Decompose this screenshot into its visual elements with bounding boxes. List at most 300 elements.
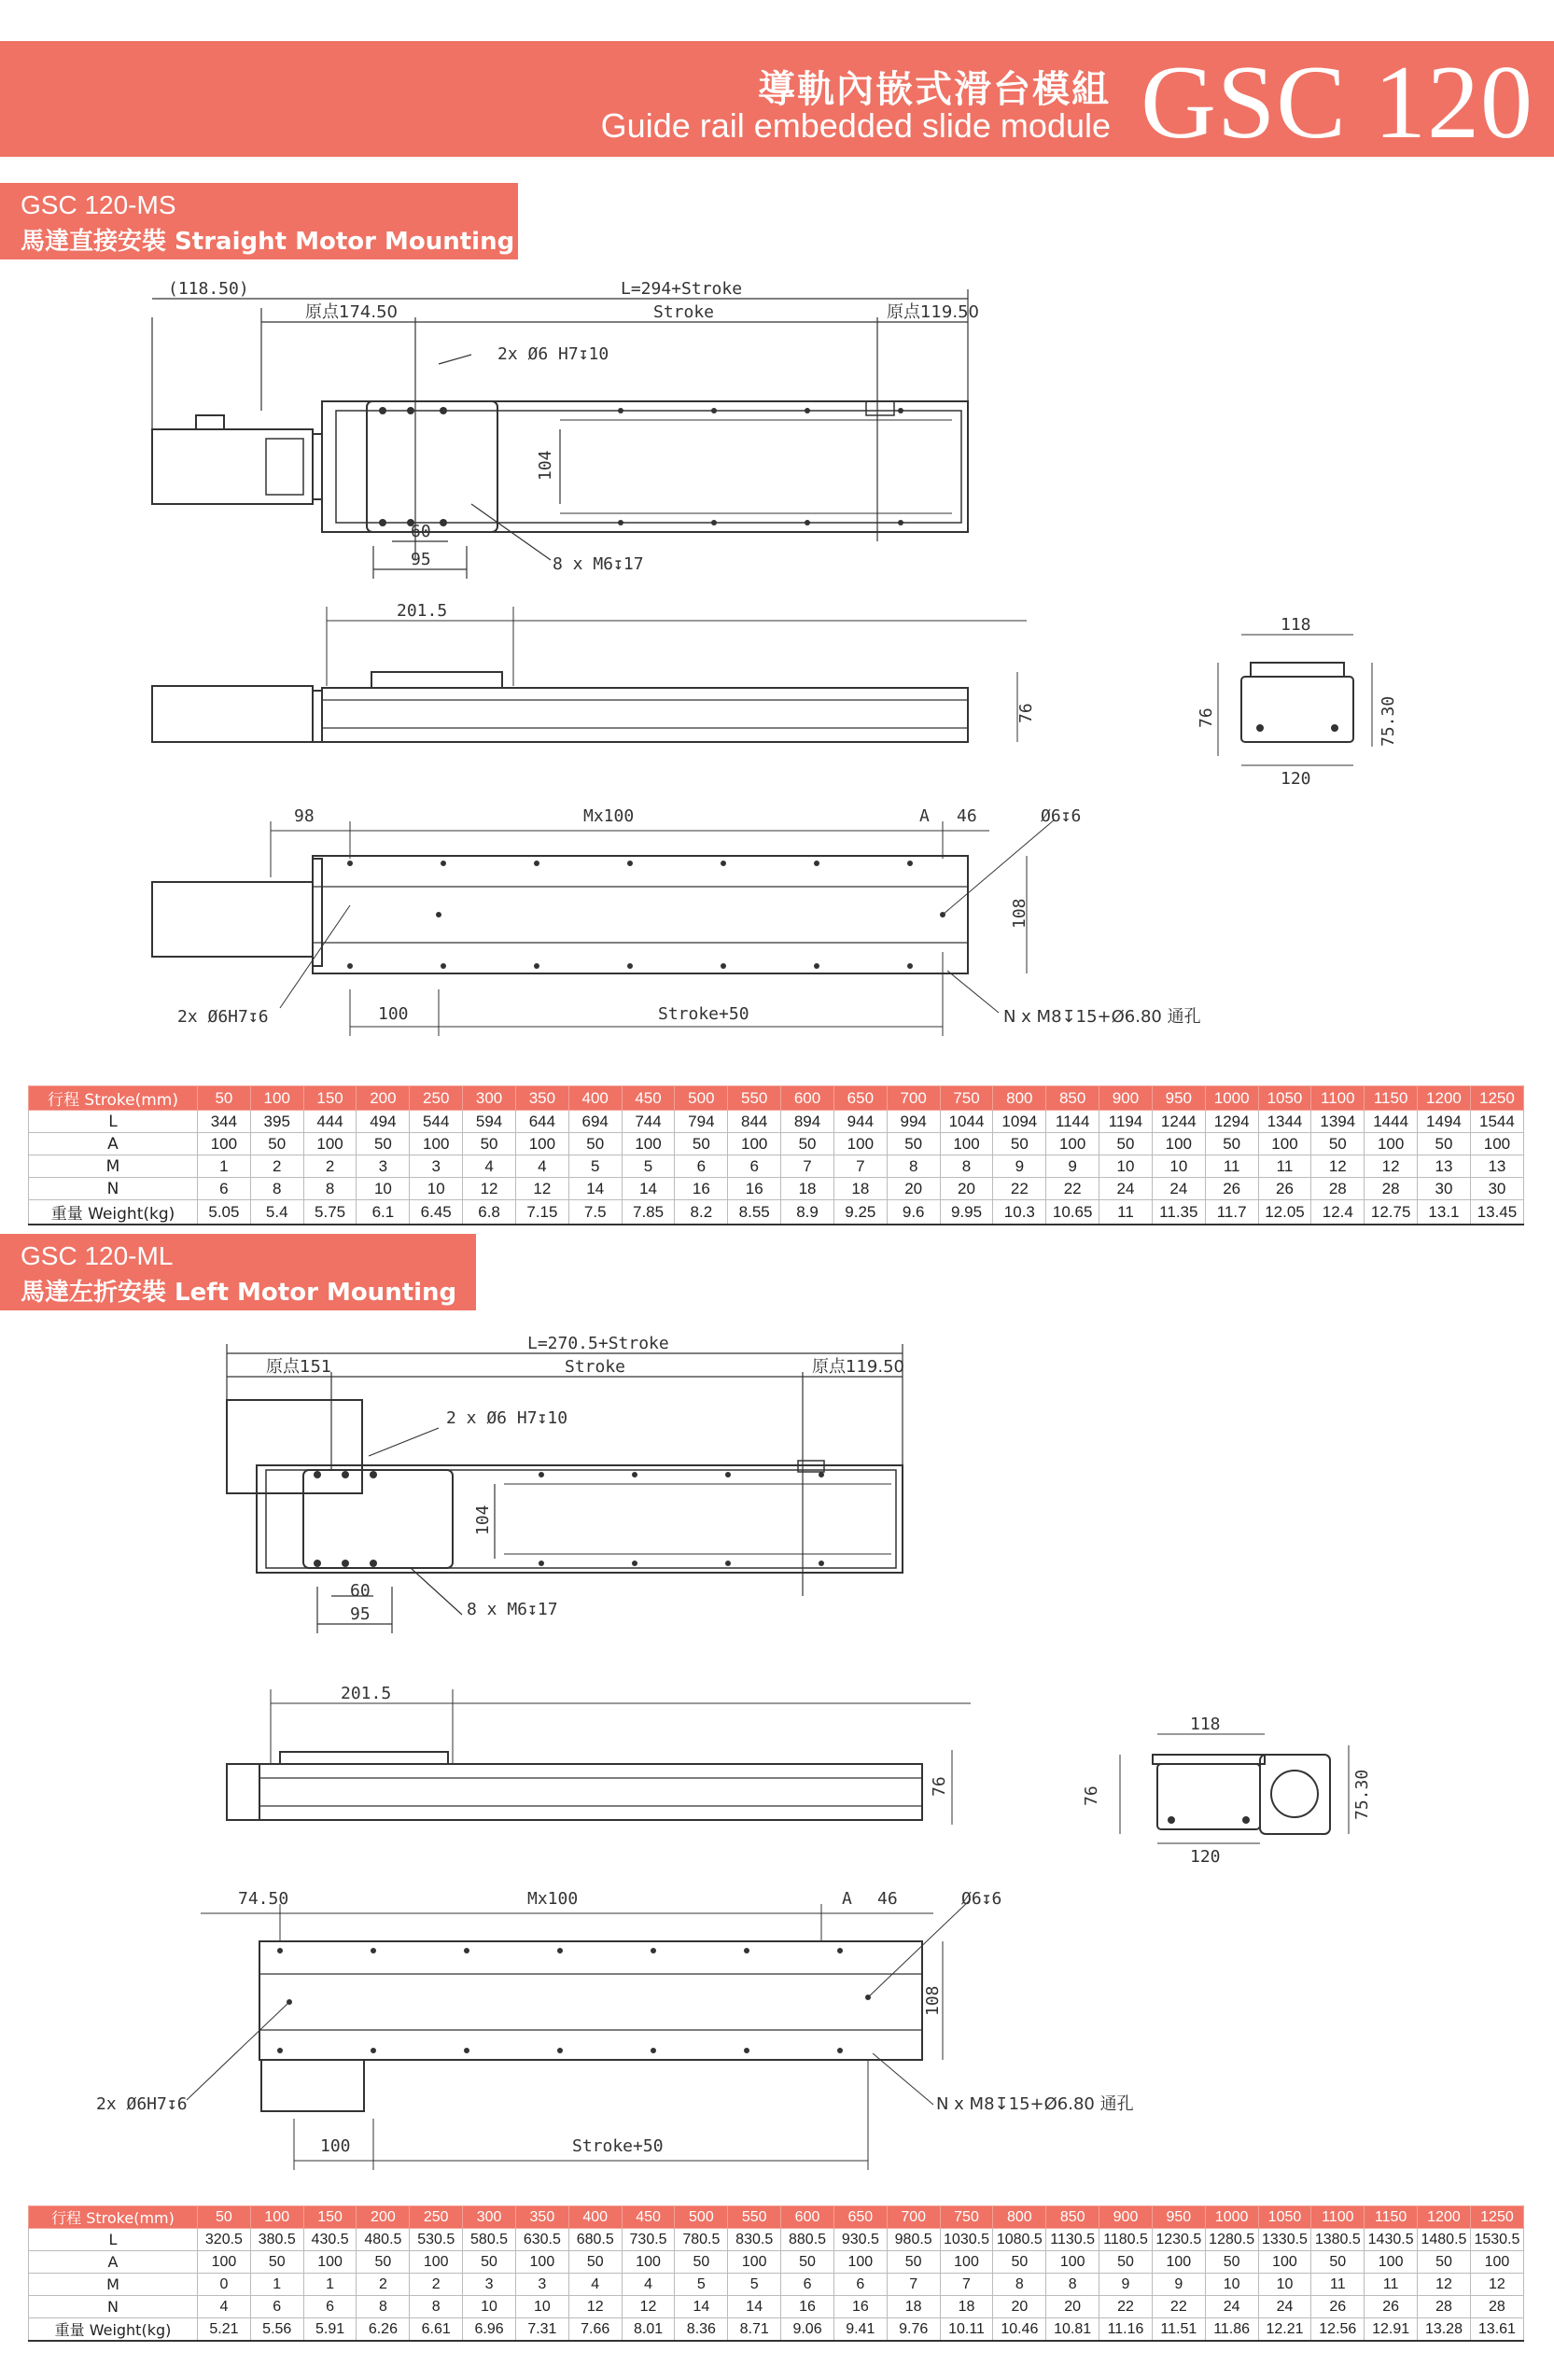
table-cell: 50	[1099, 2251, 1153, 2274]
table-cell: 100	[1258, 1133, 1311, 1155]
section-banner-ml	[0, 1234, 476, 1310]
table-cell: 9.6	[887, 1200, 940, 1225]
dim-mount-pitch: Mx100	[583, 806, 635, 826]
dim-hole-pitch-b: 95	[411, 550, 431, 569]
table-cell: 50	[1205, 2251, 1258, 2274]
table-cell: 100	[515, 1133, 568, 1155]
table-cell: 100	[940, 2251, 993, 2274]
dim-end-height-left: 76	[1082, 1785, 1101, 1806]
dim-bottom-pin: 2x Ø6H7↧6	[177, 1007, 269, 1027]
dim-stroke: Stroke	[565, 1357, 626, 1377]
table-row	[29, 2229, 1524, 2251]
table-cell: 30	[1470, 1178, 1523, 1200]
end-view	[1218, 635, 1372, 765]
dim-thru-holes: N x M8↧15+Ø6.80 通孔	[1003, 1007, 1201, 1027]
table-cell: 12	[1418, 2274, 1471, 2296]
table-cell: 14	[568, 1178, 622, 1200]
table-cell: 494	[357, 1111, 410, 1133]
table-header-cell: 1050	[1258, 1086, 1311, 1111]
table-cell: 4	[463, 1155, 516, 1178]
table-header-cell: 50	[198, 2206, 251, 2229]
table-cell: 7.15	[515, 1200, 568, 1225]
table-header-cell: 500	[675, 2206, 728, 2229]
table-cell: 1544	[1470, 1111, 1523, 1133]
table-cell: 100	[1152, 1133, 1205, 1155]
table-cell: 12	[622, 2296, 675, 2318]
side-view	[152, 607, 1027, 742]
table-cell: 50	[781, 2251, 834, 2274]
table-cell: 24	[1258, 2296, 1311, 2318]
table-cell: 7	[833, 1155, 887, 1178]
table-row	[29, 2251, 1524, 2274]
dim-bottom-hole: Ø6↧6	[961, 1889, 1002, 1909]
table-cell: 11.16	[1099, 2318, 1153, 2342]
table-cell: 12.05	[1258, 1200, 1311, 1225]
table-cell: 22	[1099, 2296, 1153, 2318]
table-header-cell: 200	[357, 2206, 410, 2229]
table-cell: 7	[940, 2274, 993, 2296]
table-cell: 380.5	[250, 2229, 303, 2251]
table-cell: 50	[993, 1133, 1046, 1155]
table-header-row	[29, 2206, 1524, 2229]
table-cell: 9	[1046, 1155, 1099, 1178]
table-header-cell: 450	[622, 2206, 675, 2229]
table-cell: 8.2	[675, 1200, 728, 1225]
table-cell: 13.28	[1418, 2318, 1471, 2342]
table-cell: 10	[515, 2296, 568, 2318]
table-cell: 10.65	[1046, 1200, 1099, 1225]
table-cell: 8.9	[781, 1200, 834, 1225]
table-row	[29, 1200, 1524, 1225]
table-cell: 24	[1205, 2296, 1258, 2318]
table-cell: 6	[833, 2274, 887, 2296]
table-cell: 994	[887, 1111, 940, 1133]
table-header-cell: 1200	[1418, 2206, 1471, 2229]
table-cell: 9.41	[833, 2318, 887, 2342]
table-cell: 4	[515, 1155, 568, 1178]
table-cell: 6.61	[410, 2318, 463, 2342]
table-cell: 13.45	[1470, 1200, 1523, 1225]
table-header-cell: 750	[940, 2206, 993, 2229]
table-cell: 9.95	[940, 1200, 993, 1225]
dim-origin-left: 原点174.50	[305, 302, 398, 322]
dim-origin-right: 原点119.50	[887, 302, 979, 322]
table-header-cell: 600	[781, 1086, 834, 1111]
dim-stroke: Stroke	[653, 302, 715, 322]
table-cell: 14	[622, 1178, 675, 1200]
table-cell: 100	[1152, 2251, 1205, 2274]
table-cell: 1530.5	[1470, 2229, 1523, 2251]
table-cell: 1394	[1311, 1111, 1365, 1133]
table-header-cell: 250	[410, 2206, 463, 2229]
table-header-cell: 300	[463, 2206, 516, 2229]
table-cell: 894	[781, 1111, 834, 1133]
table-cell: 20	[1046, 2296, 1099, 2318]
section-code: GSC 120-ML	[21, 1241, 174, 1270]
dim-side-height: 76	[1016, 703, 1036, 723]
table-cell: 8.55	[728, 1200, 781, 1225]
table-cell: 22	[993, 1178, 1046, 1200]
table-header-cell: 150	[303, 2206, 357, 2229]
table-cell: 1194	[1099, 1111, 1153, 1133]
table-cell: 7.85	[622, 1200, 675, 1225]
table-cell: 10	[463, 2296, 516, 2318]
dim-motor-offset: (118.50)	[168, 279, 249, 299]
table-cell: 6	[781, 2274, 834, 2296]
dim-side-length: 201.5	[397, 601, 448, 621]
table-cell: 16	[728, 1178, 781, 1200]
table-row-label: L	[29, 1111, 198, 1133]
table-cell: 944	[833, 1111, 887, 1133]
table-cell: 14	[728, 2296, 781, 2318]
table-header-cell: 1100	[1311, 2206, 1365, 2229]
table-cell: 680.5	[568, 2229, 622, 2251]
table-header-cell: 800	[993, 2206, 1046, 2229]
table-cell: 100	[1470, 2251, 1523, 2274]
table-row-label: M	[29, 2274, 198, 2296]
dim-a: A	[842, 1889, 852, 1909]
table-cell: 100	[1470, 1133, 1523, 1155]
table-cell: 100	[515, 2251, 568, 2274]
dim-side-length: 201.5	[341, 1684, 392, 1703]
table-header-cell: 650	[833, 1086, 887, 1111]
table-cell: 6.1	[357, 1200, 410, 1225]
table-cell: 11.7	[1205, 1200, 1258, 1225]
table-cell: 26	[1258, 1178, 1311, 1200]
table-cell: 50	[568, 1133, 622, 1155]
table-cell: 930.5	[833, 2229, 887, 2251]
table-cell: 11	[1099, 1200, 1153, 1225]
dim-bottom-offset: 98	[294, 806, 315, 826]
table-cell: 5	[568, 1155, 622, 1178]
table-cell: 11	[1258, 1155, 1311, 1178]
table-cell: 100	[1046, 1133, 1099, 1155]
table-cell: 100	[1365, 2251, 1418, 2274]
table-header-cell: 850	[1046, 1086, 1099, 1111]
table-cell: 10	[1205, 2274, 1258, 2296]
table-cell: 8	[357, 2296, 410, 2318]
table-cell: 26	[1365, 2296, 1418, 2318]
table-cell: 100	[833, 2251, 887, 2274]
spec-table-ml	[28, 2205, 1524, 2342]
dim-base-width: 108	[923, 1985, 943, 2016]
table-cell: 100	[728, 2251, 781, 2274]
table-cell: 50	[1311, 1133, 1365, 1155]
table-cell: 16	[675, 1178, 728, 1200]
table-cell: 50	[1418, 2251, 1471, 2274]
table-cell: 13	[1470, 1155, 1523, 1178]
table-cell: 5.75	[303, 1200, 357, 1225]
section-name: 馬達直接安裝 Straight Motor Mounting	[21, 228, 515, 256]
table-cell: 5.4	[250, 1200, 303, 1225]
table-header-cell: 650	[833, 2206, 887, 2229]
table-cell: 30	[1418, 1178, 1471, 1200]
side-view	[227, 1689, 971, 1825]
table-cell: 50	[357, 2251, 410, 2274]
table-cell: 395	[250, 1111, 303, 1133]
table-cell: 4	[198, 2296, 251, 2318]
table-header-row	[29, 1086, 1524, 1111]
table-cell: 4	[622, 2274, 675, 2296]
table-header-cell: 1250	[1470, 2206, 1523, 2229]
table-cell: 12	[1311, 1155, 1365, 1178]
table-cell: 18	[887, 2296, 940, 2318]
table-cell: 100	[198, 1133, 251, 1155]
section-banner-ms	[0, 183, 518, 259]
table-row	[29, 2296, 1524, 2318]
table-cell: 6.45	[410, 1200, 463, 1225]
table-row	[29, 1133, 1524, 1155]
table-header-cell: 1250	[1470, 1086, 1523, 1111]
table-cell: 12	[515, 1178, 568, 1200]
table-header-cell: 400	[568, 2206, 622, 2229]
dim-end-width-top: 118	[1281, 615, 1311, 635]
table-cell: 100	[410, 1133, 463, 1155]
dim-end-width-bottom: 120	[1281, 769, 1311, 789]
table-cell: 10	[410, 1178, 463, 1200]
dim-thru-holes: N x M8↧15+Ø6.80 通孔	[936, 2094, 1134, 2114]
dim-bottom-stroke: Stroke+50	[658, 1004, 749, 1024]
table-cell: 11.86	[1205, 2318, 1258, 2342]
table-cell: 1080.5	[993, 2229, 1046, 2251]
table-header-cell: 1200	[1418, 1086, 1471, 1111]
table-cell: 1	[303, 2274, 357, 2296]
table-cell: 6	[675, 1155, 728, 1178]
table-cell: 9.25	[833, 1200, 887, 1225]
table-cell: 10.46	[993, 2318, 1046, 2342]
table-cell: 4	[568, 2274, 622, 2296]
table-cell: 11	[1205, 1155, 1258, 1178]
table-cell: 100	[728, 1133, 781, 1155]
table-cell: 50	[250, 1133, 303, 1155]
table-cell: 580.5	[463, 2229, 516, 2251]
table-cell: 6.8	[463, 1200, 516, 1225]
dim-46: 46	[957, 806, 977, 826]
table-cell: 26	[1205, 1178, 1258, 1200]
table-cell: 22	[1152, 2296, 1205, 2318]
table-cell: 13.1	[1418, 1200, 1471, 1225]
end-view	[1120, 1734, 1349, 1843]
table-cell: 11	[1311, 2274, 1365, 2296]
table-cell: 100	[303, 1133, 357, 1155]
table-cell: 3	[463, 2274, 516, 2296]
table-cell: 28	[1470, 2296, 1523, 2318]
table-cell: 18	[940, 2296, 993, 2318]
table-header-cell: 600	[781, 2206, 834, 2229]
table-cell: 12	[568, 2296, 622, 2318]
table-row-label: 重量 Weight(kg)	[29, 2318, 198, 2342]
table-cell: 10.11	[940, 2318, 993, 2342]
table-header-cell: 450	[622, 1086, 675, 1111]
table-cell: 12	[463, 1178, 516, 1200]
table-cell: 20	[940, 1178, 993, 1200]
table-header-cell: 400	[568, 1086, 622, 1111]
table-cell: 22	[1046, 1178, 1099, 1200]
dim-46: 46	[877, 1889, 898, 1909]
table-cell: 11	[1365, 2274, 1418, 2296]
table-header-cell: 250	[410, 1086, 463, 1111]
dim-hole-pitch-a: 60	[411, 522, 431, 541]
dim-base-width: 108	[1010, 898, 1029, 929]
table-header-cell: 700	[887, 2206, 940, 2229]
table-cell: 630.5	[515, 2229, 568, 2251]
table-cell: 50	[568, 2251, 622, 2274]
table-cell: 1230.5	[1152, 2229, 1205, 2251]
table-cell: 5.05	[198, 1200, 251, 1225]
table-cell: 1244	[1152, 1111, 1205, 1133]
table-cell: 5.91	[303, 2318, 357, 2342]
table-cell: 3	[515, 2274, 568, 2296]
table-cell: 50	[887, 1133, 940, 1155]
bottom-view	[152, 819, 1055, 1036]
table-cell: 8	[940, 1155, 993, 1178]
dim-end-width-bottom: 120	[1190, 1847, 1221, 1867]
bottom-view	[187, 1899, 971, 2170]
table-cell: 10.81	[1046, 2318, 1099, 2342]
table-cell: 9.06	[781, 2318, 834, 2342]
table-row-label: L	[29, 2229, 198, 2251]
table-header-cell: 950	[1152, 2206, 1205, 2229]
table-cell: 100	[303, 2251, 357, 2274]
table-cell: 8	[887, 1155, 940, 1178]
dim-pin-holes: 2 x Ø6 H7↧10	[446, 1408, 568, 1428]
table-cell: 1	[250, 2274, 303, 2296]
table-cell: 16	[781, 2296, 834, 2318]
table-cell: 0	[198, 2274, 251, 2296]
dim-end-height-right: 75.30	[1352, 1769, 1372, 1820]
table-header-label: 行程 Stroke(mm)	[29, 2206, 198, 2229]
table-cell: 8	[250, 1178, 303, 1200]
table-cell: 10	[1258, 2274, 1311, 2296]
table-cell: 24	[1152, 1178, 1205, 1200]
table-cell: 26	[1311, 2296, 1365, 2318]
table-cell: 100	[622, 2251, 675, 2274]
table-header-cell: 1050	[1258, 2206, 1311, 2229]
carriage	[367, 401, 497, 532]
table-cell: 50	[993, 2251, 1046, 2274]
table-cell: 50	[1205, 1133, 1258, 1155]
table-header-cell: 500	[675, 1086, 728, 1111]
table-cell: 50	[1099, 1133, 1153, 1155]
dim-bottom-100: 100	[378, 1004, 409, 1024]
table-row-label: N	[29, 2296, 198, 2318]
table-cell: 28	[1418, 2296, 1471, 2318]
table-header-cell: 1100	[1311, 1086, 1365, 1111]
table-cell: 50	[357, 1133, 410, 1155]
table-cell: 50	[1311, 2251, 1365, 2274]
table-cell: 644	[515, 1111, 568, 1133]
table-cell: 12.91	[1365, 2318, 1418, 2342]
table-cell: 8	[410, 2296, 463, 2318]
table-header-cell: 550	[728, 1086, 781, 1111]
dim-tap-holes: 8 x M6↧17	[553, 554, 644, 574]
table-cell: 830.5	[728, 2229, 781, 2251]
table-cell: 100	[1046, 2251, 1099, 2274]
table-header-cell: 700	[887, 1086, 940, 1111]
table-cell: 12.75	[1365, 1200, 1418, 1225]
table-cell: 20	[887, 1178, 940, 1200]
dim-bottom-stroke: Stroke+50	[572, 2136, 664, 2156]
table-cell: 1280.5	[1205, 2229, 1258, 2251]
table-cell: 28	[1311, 1178, 1365, 1200]
technical-drawing-ms	[0, 261, 1554, 1083]
table-cell: 1094	[993, 1111, 1046, 1133]
table-cell: 20	[993, 2296, 1046, 2318]
table-cell: 980.5	[887, 2229, 940, 2251]
table-cell: 1344	[1258, 1111, 1311, 1133]
table-cell: 100	[622, 1133, 675, 1155]
table-row-label: A	[29, 1133, 198, 1155]
dim-end-width-top: 118	[1190, 1715, 1221, 1734]
table-header-cell: 850	[1046, 2206, 1099, 2229]
dim-bottom-hole: Ø6↧6	[1041, 806, 1082, 826]
table-cell: 8	[303, 1178, 357, 1200]
table-cell: 13.61	[1470, 2318, 1523, 2342]
table-header-cell: 800	[993, 1086, 1046, 1111]
dim-hole-pitch-a: 60	[350, 1581, 371, 1601]
table-cell: 9	[1152, 2274, 1205, 2296]
table-cell: 8.71	[728, 2318, 781, 2342]
table-header-label: 行程 Stroke(mm)	[29, 1086, 198, 1111]
table-cell: 1330.5	[1258, 2229, 1311, 2251]
table-cell: 16	[833, 2296, 887, 2318]
table-row	[29, 2274, 1524, 2296]
dim-a: A	[919, 806, 930, 826]
table-cell: 3	[357, 1155, 410, 1178]
table-row	[29, 1155, 1524, 1178]
table-cell: 8.01	[622, 2318, 675, 2342]
table-header-cell: 550	[728, 2206, 781, 2229]
table-cell: 5	[622, 1155, 675, 1178]
table-cell: 10	[1099, 1155, 1153, 1178]
table-cell: 1444	[1365, 1111, 1418, 1133]
table-row-label: N	[29, 1178, 198, 1200]
table-cell: 100	[1258, 2251, 1311, 2274]
technical-drawing-ml	[0, 1316, 1554, 2193]
dim-bottom-pin: 2x Ø6H7↧6	[96, 2094, 188, 2114]
table-cell: 7.31	[515, 2318, 568, 2342]
table-header-cell: 950	[1152, 1086, 1205, 1111]
table-cell: 50	[781, 1133, 834, 1155]
dim-mount-pitch: Mx100	[527, 1889, 579, 1909]
table-row-label: A	[29, 2251, 198, 2274]
table-cell: 730.5	[622, 2229, 675, 2251]
dim-hole-pitch-b: 95	[350, 1604, 371, 1624]
table-cell: 1294	[1205, 1111, 1258, 1133]
table-cell: 1480.5	[1418, 2229, 1471, 2251]
table-cell: 12	[1470, 2274, 1523, 2296]
table-cell: 5.56	[250, 2318, 303, 2342]
table-cell: 880.5	[781, 2229, 834, 2251]
table-cell: 9	[1099, 2274, 1153, 2296]
table-header-cell: 1150	[1365, 1086, 1418, 1111]
table-header-cell: 1150	[1365, 2206, 1418, 2229]
table-cell: 2	[410, 2274, 463, 2296]
dim-carriage-width: 104	[473, 1505, 493, 1535]
table-cell: 1380.5	[1311, 2229, 1365, 2251]
table-cell: 7	[781, 1155, 834, 1178]
table-cell: 50	[463, 2251, 516, 2274]
dim-total-length: L=294+Stroke	[621, 279, 743, 299]
table-header-cell: 900	[1099, 2206, 1153, 2229]
header-title-cn: 導軌內嵌式滑台模組	[758, 68, 1111, 111]
table-cell: 2	[303, 1155, 357, 1178]
table-cell: 1144	[1046, 1111, 1099, 1133]
table-header-cell: 300	[463, 1086, 516, 1111]
table-row-label: M	[29, 1155, 198, 1178]
dim-total-length: L=270.5+Stroke	[527, 1334, 669, 1353]
motor-body	[152, 429, 313, 504]
